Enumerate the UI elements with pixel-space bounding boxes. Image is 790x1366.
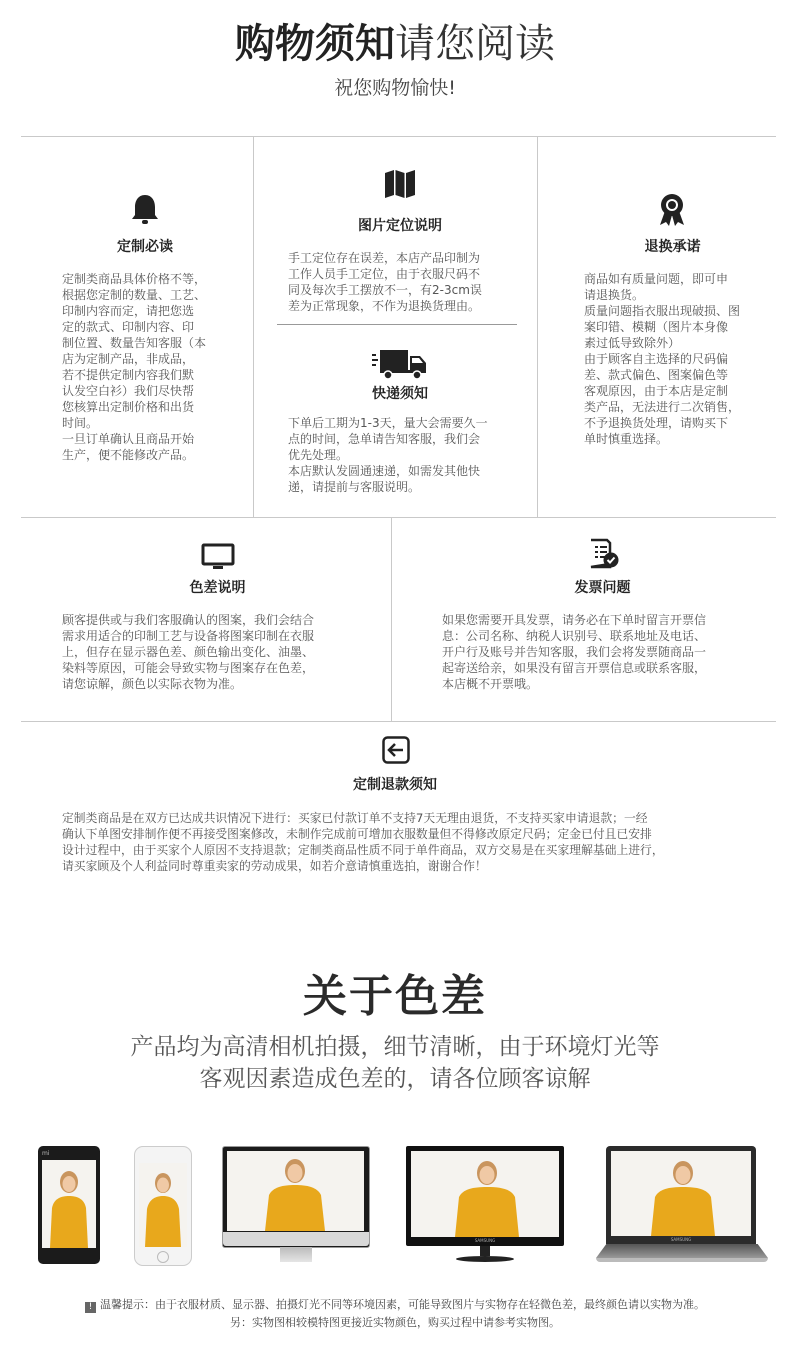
text-line: 确认下单图安排制作便不再接受图案修改，未制作完成前可增加衣服数量但不得修改原定尺码；定金已付且已安排 — [62, 827, 652, 841]
text-line: 根据您定制的数量、工艺、 — [62, 288, 207, 302]
invoice-check-icon — [588, 538, 620, 570]
model-photo-icon — [611, 1151, 751, 1236]
device-brand-label: SAMSUNG — [670, 1237, 692, 1242]
device-iphone — [134, 1146, 192, 1266]
text-line: 同及每次手工摆放不一，有2-3cm误 — [288, 283, 482, 297]
model-photo-icon — [139, 1163, 187, 1247]
text-line: 请退换货。 — [584, 288, 645, 302]
text-line: 工作人员手工定位，由于衣服尺码不 — [288, 267, 481, 281]
device-brand-label: SAMSUNG — [474, 1238, 496, 1243]
text-line: 素过低导致除外） — [584, 336, 681, 350]
section-title-return: 退换承诺 — [644, 239, 701, 255]
divider-inner — [277, 324, 517, 325]
divider-col-2 — [537, 136, 538, 517]
text-line: 定的款式、印制内容、印 — [62, 320, 195, 334]
text-line: 您核算出定制价格和出货 — [62, 400, 195, 414]
return-arrow-icon — [382, 736, 410, 764]
text-line: 开户行及账号并告知客服，我们会将发票随商品一 — [442, 645, 707, 659]
model-photo-icon — [42, 1160, 96, 1248]
info-mark-icon: ! — [85, 1302, 96, 1313]
section-title-invoice: 发票问题 — [574, 580, 631, 596]
text-line: 起寄送给亲，如果没有留言开票信息或联系客服， — [442, 661, 707, 675]
device-screen — [411, 1151, 559, 1237]
section-text-color — [62, 612, 372, 692]
text-line: 手工定位存在误差，本店产品印制为 — [288, 251, 481, 265]
text-line: 不予退换货处理，请购买下 — [584, 416, 729, 430]
divider-top — [21, 136, 776, 137]
device-laptop — [596, 1146, 770, 1266]
text-line: 生产，便不能修改产品。 — [62, 448, 195, 462]
text-line: 店为定制产品，非成品， — [62, 352, 195, 366]
truck-icon — [372, 348, 428, 380]
text-line: 递，请提前与客服说明。 — [288, 480, 421, 494]
device-screen — [139, 1163, 187, 1247]
monitor-icon — [201, 543, 235, 571]
text-line: 质量问题指衣服出现破损、图 — [584, 304, 741, 318]
laptop-keyboard — [596, 1244, 768, 1258]
text-line: 制位置、数量告知客服（本 — [62, 336, 207, 350]
divider-col-3 — [391, 517, 392, 721]
text-line: 商品如有质量问题，即可申 — [584, 272, 729, 286]
text-line: 设计过程中，由于买家个人原因不支持退款；定制类商品性质不同于单件商品，双方交易是在买家理解基础上进行， — [62, 843, 664, 857]
text-line: 客观原因，由于本店是定制 — [584, 384, 729, 398]
device-imac — [222, 1146, 370, 1266]
device-screen — [42, 1160, 96, 1248]
model-photo-icon — [227, 1151, 364, 1231]
section-title-refund: 定制退款须知 — [353, 777, 437, 793]
page-title-bold: 购物须知 — [235, 21, 395, 67]
text-line: 本店默认发圆通速递，如需发其他快 — [288, 464, 481, 478]
section-text-invoice — [442, 612, 767, 692]
text-line: 一旦订单确认且商品开始 — [62, 432, 195, 446]
monitor-stand — [456, 1256, 514, 1262]
section-title-delivery: 快递须知 — [372, 386, 428, 402]
warm-tip-text: 温馨提示：由于衣服材质、显示器、拍摄灯光不同等环境因素，可能导致图片与实物存在轻微色差，最终颜色请以实物为准。 — [100, 1298, 705, 1311]
device-screen — [611, 1151, 751, 1236]
text-line: 印制内容而定，请把您选 — [62, 304, 195, 318]
bell-icon — [130, 193, 160, 227]
text-line: 由于顾客自主选择的尺码偏 — [584, 352, 729, 366]
text-line: 优先处理。 — [288, 448, 349, 462]
section-text-positioning — [288, 250, 518, 314]
text-line: 请买家顾及个人利益同时尊重卖家的劳动成果，如若介意请慎重选拍，谢谢合作！ — [62, 859, 487, 873]
text-line: 本店概不开票哦。 — [442, 677, 539, 691]
section-text-refund — [62, 810, 772, 874]
section-text-delivery — [288, 415, 518, 495]
text-line: 上，但存在显示器色差、颜色输出变化、油墨、 — [62, 645, 315, 659]
section-text-return — [584, 271, 766, 447]
home-button — [157, 1251, 169, 1263]
imac-stand — [280, 1247, 312, 1262]
text-line: 案印错、模糊（图片本身像 — [584, 320, 729, 334]
text-line: 类产品，无法进行二次销售， — [584, 400, 741, 414]
text-line: 需求用适合的印制工艺与设备将图案印制在衣服 — [62, 629, 315, 643]
device-screen — [227, 1151, 364, 1231]
text-line: 点的时间，急单请告知客服，我们会 — [288, 432, 481, 446]
text-line: 若不提供定制内容我们默 — [62, 368, 195, 382]
text-line: 差为正常现象，不作为退换货理由。 — [288, 299, 481, 313]
section-title-custom: 定制必读 — [117, 239, 173, 255]
award-ribbon-icon — [656, 193, 688, 227]
device-android-phone — [38, 1146, 100, 1264]
section-text-custom — [62, 271, 237, 463]
text-line: 差、款式偏色、图案偏色等 — [584, 368, 729, 382]
warm-tip-note: 另：实物图相较模特图更接近实物颜色，购买过程中请参考实物图。 — [230, 1316, 560, 1329]
divider-lower — [21, 721, 776, 722]
page-title-light: 请您阅读 — [395, 21, 555, 67]
text-line: 单时慎重选择。 — [584, 432, 669, 446]
section-title-color: 色差说明 — [189, 580, 246, 596]
text-line: 如果您需要开具发票，请务必在下单时留言开票信 — [442, 613, 707, 627]
text-line: 顾客提供或与我们客服确认的图案，我们会结合 — [62, 613, 315, 627]
map-icon — [383, 168, 417, 200]
device-monitor — [406, 1146, 566, 1266]
text-line: 定制类商品具体价格不等， — [62, 272, 207, 286]
section-title-positioning: 图片定位说明 — [358, 218, 442, 234]
page-subtitle: 祝您购物愉快! — [334, 77, 456, 99]
page-title — [0, 18, 790, 70]
text-line: 认发空白衫）我们尽快帮 — [62, 384, 195, 398]
text-line: 请您谅解，颜色以实际衣物为准。 — [62, 677, 243, 691]
text-line: 时间。 — [62, 416, 99, 430]
model-photo-icon — [411, 1151, 559, 1237]
color-section-line-2: 客观因素造成色差的，请各位顾客谅解 — [199, 1066, 591, 1092]
text-line: 染料等原因，可能会导致实物与图案存在色差， — [62, 661, 315, 675]
divider-middle — [21, 517, 776, 518]
warm-tip — [0, 1296, 790, 1313]
text-line: 息：公司名称、纳税人识别号、联系地址及电话、 — [442, 629, 707, 643]
text-line: 定制类商品是在双方已达成共识情况下进行：买家已付款订单不支持7天无理由退货，不支持买家申请退款；一经 — [62, 811, 648, 825]
device-brand-label: mi — [42, 1150, 50, 1157]
color-section-title: 关于色差 — [303, 971, 487, 1022]
divider-col-1 — [253, 136, 254, 517]
color-section-line-1: 产品均为高清相机拍摄，细节清晰，由于环境灯光等 — [130, 1034, 660, 1060]
text-line: 下单后工期为1-3天，量大会需要久一 — [288, 416, 488, 430]
